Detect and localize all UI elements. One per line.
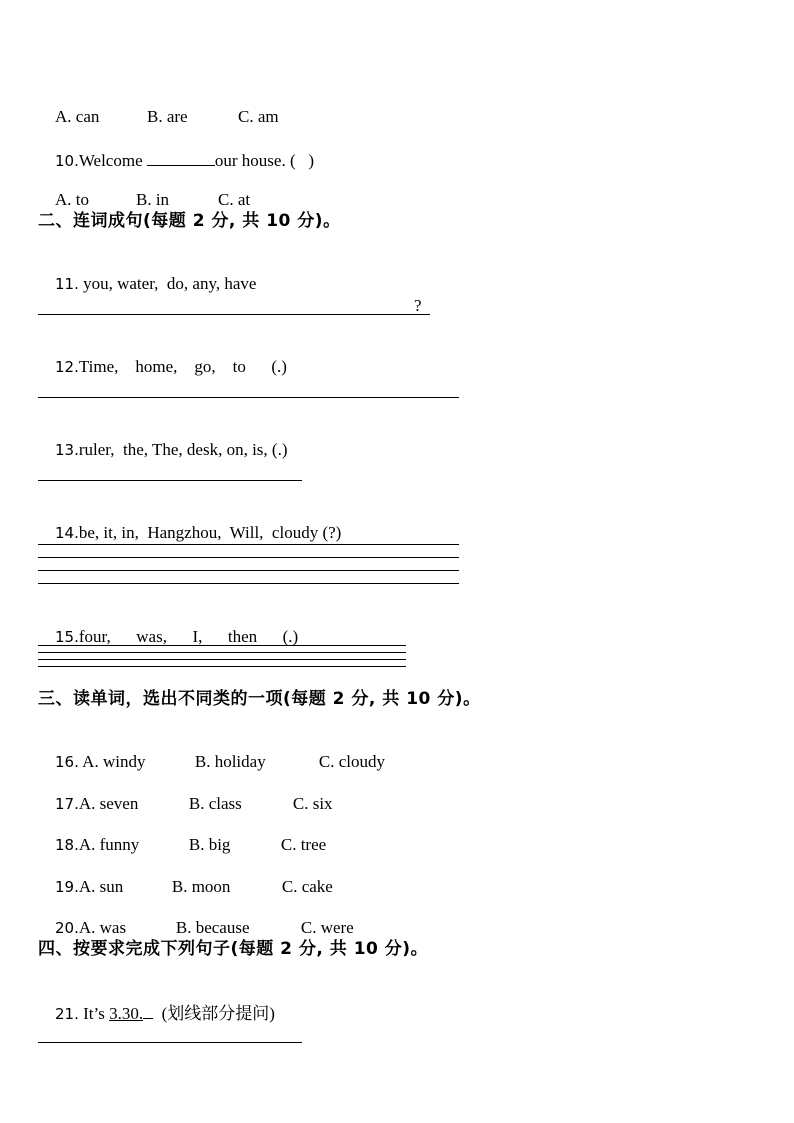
q15-number: 15. <box>55 628 79 646</box>
q12-question <box>38 337 287 397</box>
q13-question <box>38 420 287 480</box>
q17-option-b: B. class <box>188 794 242 813</box>
q14-question <box>38 503 341 563</box>
q19-option-b: B. moon <box>171 877 231 896</box>
q18-option-a: A. funny <box>78 835 140 854</box>
q21-text-before: It’s <box>78 1004 110 1023</box>
q11-answer-line[interactable] <box>38 314 430 315</box>
q20-option-a: A. was <box>78 918 127 937</box>
q13-number: 13. <box>55 441 79 459</box>
q17-option-a: A. seven <box>78 794 139 813</box>
q18-option-b: B. big <box>188 835 231 854</box>
q18-number: 18. <box>55 836 79 854</box>
q15-words: four, was, I, then (.) <box>78 627 299 646</box>
q11-question-mark: ? <box>414 296 422 315</box>
q15-answer-line-4[interactable] <box>38 666 406 667</box>
section2-heading: 二、连词成句(每题 2 分, 共 10 分)。 <box>38 211 341 231</box>
q10-blank <box>147 149 215 166</box>
q14-number: 14. <box>55 524 79 542</box>
q15-question <box>38 607 298 667</box>
q9-option-b: B. are <box>147 107 188 126</box>
q11-words: you, water, do, any, have <box>78 274 257 293</box>
q21-number: 21. <box>55 1005 79 1023</box>
q14-answer-line-4[interactable] <box>38 583 459 584</box>
q12-number: 12. <box>55 358 79 376</box>
q15-answer-line-3[interactable] <box>38 659 406 660</box>
q12-answer-line[interactable] <box>38 397 459 398</box>
q16-number: 16. <box>55 753 79 771</box>
q16-option-c: C. cloudy <box>318 752 385 771</box>
q12-words: Time, home, go, to (.) <box>78 357 287 376</box>
q10-number: 10. <box>55 152 79 170</box>
q10-option-b: B. in <box>136 190 170 209</box>
section3-heading: 三、读单词，选出不同类的一项(每题 2 分, 共 10 分)。 <box>38 689 481 709</box>
q11-number: 11. <box>55 275 79 293</box>
q11-question <box>38 254 256 314</box>
q17-option-c: C. six <box>292 794 333 813</box>
q19-option-a: A. sun <box>78 877 124 896</box>
q21-question <box>38 982 275 1044</box>
q21-text-after: (划线部分提问) <box>153 1004 275 1023</box>
q9-option-c: C. am <box>238 107 279 126</box>
q14-words: be, it, in, Hangzhou, Will, cloudy (?) <box>78 523 342 542</box>
q15-answer-line-2[interactable] <box>38 652 406 653</box>
q19-number: 19. <box>55 878 79 896</box>
q16-option-b: B. holiday <box>194 752 266 771</box>
q16-option-a: A. windy <box>78 752 146 771</box>
q15-answer-line-1[interactable] <box>38 645 406 646</box>
q9-option-a: A. can <box>55 107 100 126</box>
q18-option-c: C. tree <box>280 835 327 854</box>
q19-option-c: C. cake <box>281 877 333 896</box>
section4-heading: 四、按要求完成下列句子(每题 2 分, 共 10 分)。 <box>38 939 429 959</box>
q14-answer-line-1[interactable] <box>38 544 459 545</box>
q21-answer-line[interactable] <box>38 1042 302 1043</box>
q13-words: ruler, the, The, desk, on, is, (.) <box>78 440 288 459</box>
q14-answer-line-2[interactable] <box>38 557 459 558</box>
q10-text-after: our house. ( ) <box>214 151 315 170</box>
q20-option-b: B. because <box>175 918 250 937</box>
q20-number: 20. <box>55 919 79 937</box>
q10-text-before: Welcome <box>78 151 147 170</box>
q20-option-c: C. were <box>300 918 354 937</box>
q13-answer-line[interactable] <box>38 480 302 481</box>
q21-underline-tail <box>143 1002 153 1019</box>
q10-option-a: A. to <box>55 190 89 209</box>
q14-answer-line-3[interactable] <box>38 570 459 571</box>
q10-option-c: C. at <box>218 190 251 209</box>
q17-number: 17. <box>55 795 79 813</box>
q21-underlined-time: 3.30. <box>109 1004 144 1023</box>
